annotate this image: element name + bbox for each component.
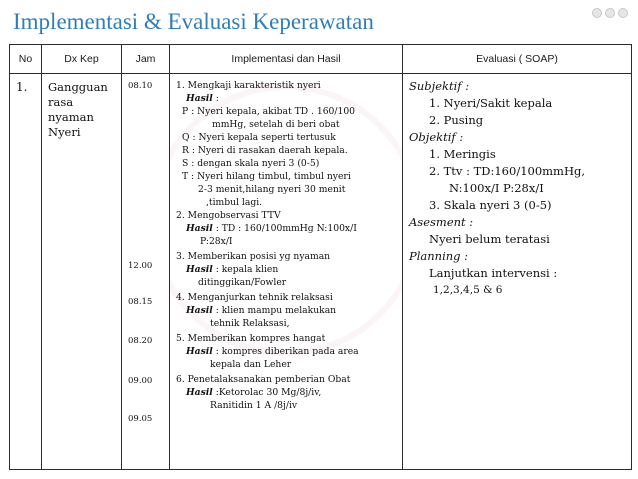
cell-no	[10, 74, 42, 470]
impl-line: T : Nyeri hilang timbul, timbul nyeri	[182, 171, 351, 182]
soap-item: N:100x/I P:28x/I	[449, 181, 544, 195]
impl-line: 1. Mengkaji karakteristik nyeri	[176, 80, 321, 91]
impl-hasil-line: Hasil : TD : 160/100mmHg N:100x/I	[186, 223, 357, 234]
impl-hasil-line: Hasil : klien mampu melakukan	[186, 305, 337, 316]
soap-asesment-heading: Asesment :	[409, 215, 474, 229]
soap-item: 2. Pusing	[429, 113, 484, 127]
impl-line: mmHg, setelah di beri obat	[212, 119, 340, 130]
impl-line: S : dengan skala nyeri 3 (0-5)	[182, 158, 320, 169]
impl-line: Ranitidin 1 A /8j/iv	[210, 400, 298, 411]
soap-objektif-heading: Objektif :	[409, 130, 464, 144]
impl-line: P : Nyeri kepala, akibat TD . 160/100	[182, 106, 356, 117]
decorative-dot	[592, 8, 602, 18]
decorative-dots	[592, 8, 632, 18]
soap-item: 1. Nyeri/Sakit kepala	[429, 96, 553, 110]
impl-line: Q : Nyeri kepala seperti tertusuk	[182, 132, 336, 143]
dx-line: nyaman	[48, 110, 94, 124]
impl-line: ditinggikan/Fowler	[198, 277, 287, 288]
table-row	[10, 74, 632, 470]
decorative-dot	[605, 8, 615, 18]
soap-item: 3. Skala nyeri 3 (0-5)	[429, 198, 552, 212]
time-entry: 09.00	[128, 376, 153, 386]
dx-line: rasa	[48, 95, 74, 109]
header-implementasi: Implementasi dan Hasil	[170, 45, 403, 74]
time-entry: 09.05	[128, 414, 153, 424]
cell-implementasi	[170, 74, 403, 470]
impl-line: tehnik Relaksasi,	[210, 318, 290, 329]
impl-line: P:28x/I	[200, 236, 233, 247]
time-entry: 08.15	[128, 297, 153, 307]
decorative-dot	[618, 8, 628, 18]
table-header-row	[10, 45, 632, 74]
impl-line: 2-3 menit,hilang nyeri 30 menit	[198, 184, 346, 195]
cell-jam	[122, 74, 170, 470]
impl-hasil-line: Hasil :Ketorolac 30 Mg/8j/iv,	[186, 387, 322, 398]
soap-item: 1. Meringis	[429, 147, 496, 161]
soap-item: 2. Ttv : TD:160/100mmHg,	[429, 164, 585, 178]
impl-line: 3. Memberikan posisi yg nyaman	[176, 251, 331, 262]
impl-line: 5. Memberikan kompres hangat	[176, 333, 326, 344]
impl-line: kepala dan Leher	[210, 359, 292, 370]
header-no: No	[10, 45, 42, 74]
soap-planning-heading: Planning :	[409, 249, 469, 263]
impl-line: 6. Penetalaksanakan pemberian Obat	[176, 374, 351, 385]
soap-subjektif-heading: Subjektif :	[409, 79, 470, 93]
impl-line: 2. Mengobservasi TTV	[176, 210, 281, 221]
header-evaluasi: Evaluasi ( SOAP)	[403, 45, 632, 74]
slide-title: Implementasi & Evaluasi Keperawatan	[13, 9, 374, 34]
impl-line: R : Nyeri di rasakan daerah kepala.	[182, 145, 348, 156]
implementation-table	[9, 44, 632, 470]
impl-hasil-line: Hasil :	[186, 93, 219, 104]
dx-line: Nyeri	[48, 125, 81, 139]
impl-hasil-line: Hasil : kepala klien	[186, 264, 279, 275]
header-dx-kep: Dx Kep	[42, 45, 122, 74]
soap-item: 1,2,3,4,5 & 6	[433, 284, 503, 296]
impl-hasil-line: Hasil : kompres diberikan pada area	[186, 346, 359, 357]
time-entry: 12.00	[128, 261, 153, 271]
cell-dx	[42, 74, 122, 470]
soap-item: Nyeri belum teratasi	[429, 232, 550, 246]
impl-line: 4. Menganjurkan tehnik relaksasi	[176, 292, 333, 303]
cell-evaluasi	[403, 74, 632, 470]
time-entry: 08.10	[128, 81, 153, 91]
time-entry: 08.20	[128, 336, 153, 346]
impl-line: ,timbul lagi.	[206, 197, 263, 208]
row-number: 1.	[16, 80, 28, 94]
dx-line: Gangguan	[48, 80, 108, 94]
header-jam: Jam	[122, 45, 170, 74]
soap-item: Lanjutkan intervensi :	[429, 266, 558, 280]
